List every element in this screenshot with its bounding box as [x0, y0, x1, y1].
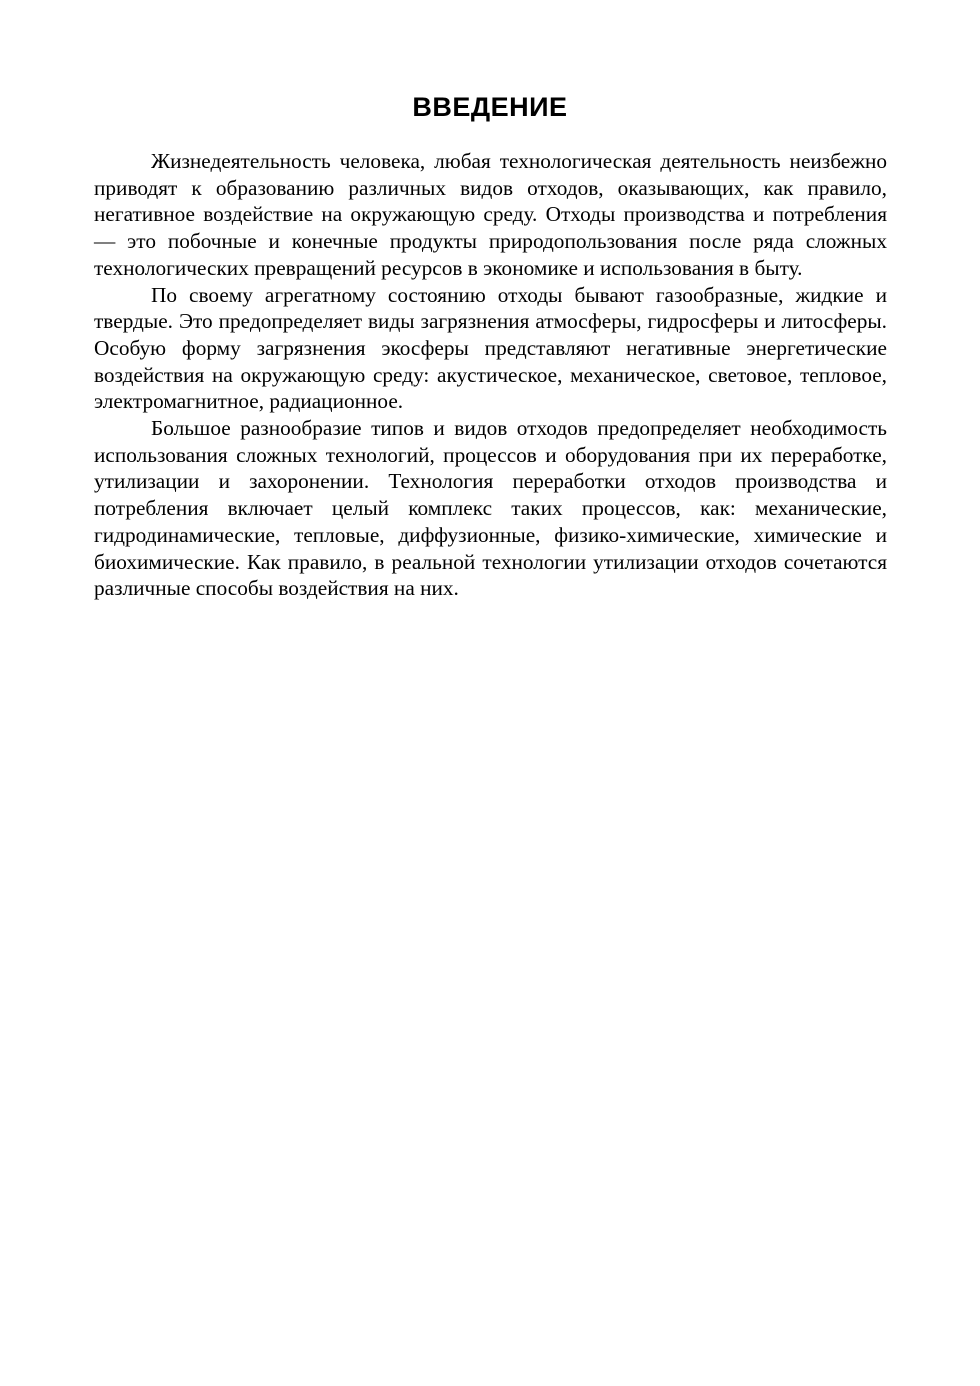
page-title: ВВЕДЕНИЕ	[412, 92, 568, 122]
paragraph-2: По своему агрегатному состоянию отходы бывают газообразные, жидкие и твердые. Это предопределяет виды загрязнения атмосферы, гидросферы и литосферы. Особую форму загрязнения экосферы представляют негативные энергетические воздействия на окружающую среду: акустическое, механическое, световое, тепловое, электромагнитное, радиационное.	[94, 282, 887, 414]
paragraph-1: Жизнедеятельность человека, любая технологическая деятельность неизбежно приводят к образованию различных видов отходов, оказывающих, как правило, негативное воздействие на окружающую среду. Отходы производства и потребления — это побочные и конечные продукты природопользования после ряда сложных технологических превращений ресурсов в экономике и использования в быту.	[94, 149, 887, 280]
paragraph-3: Большое разнообразие типов и видов отходов предопределяет необходимость использования сложных технологий, процессов и оборудования при их переработке, утилизации и захоронении. Технология переработки отходов производства и потребления включает целый комплекс таких процессов, как: механические, гидродинамические, тепловые, диффузионные, физико-химические, химические и биохимические. Как правило, в реальной технологии утилизации отходов сочетаются различные способы воздействия на них.	[94, 416, 887, 601]
body-text	[94, 148, 887, 602]
